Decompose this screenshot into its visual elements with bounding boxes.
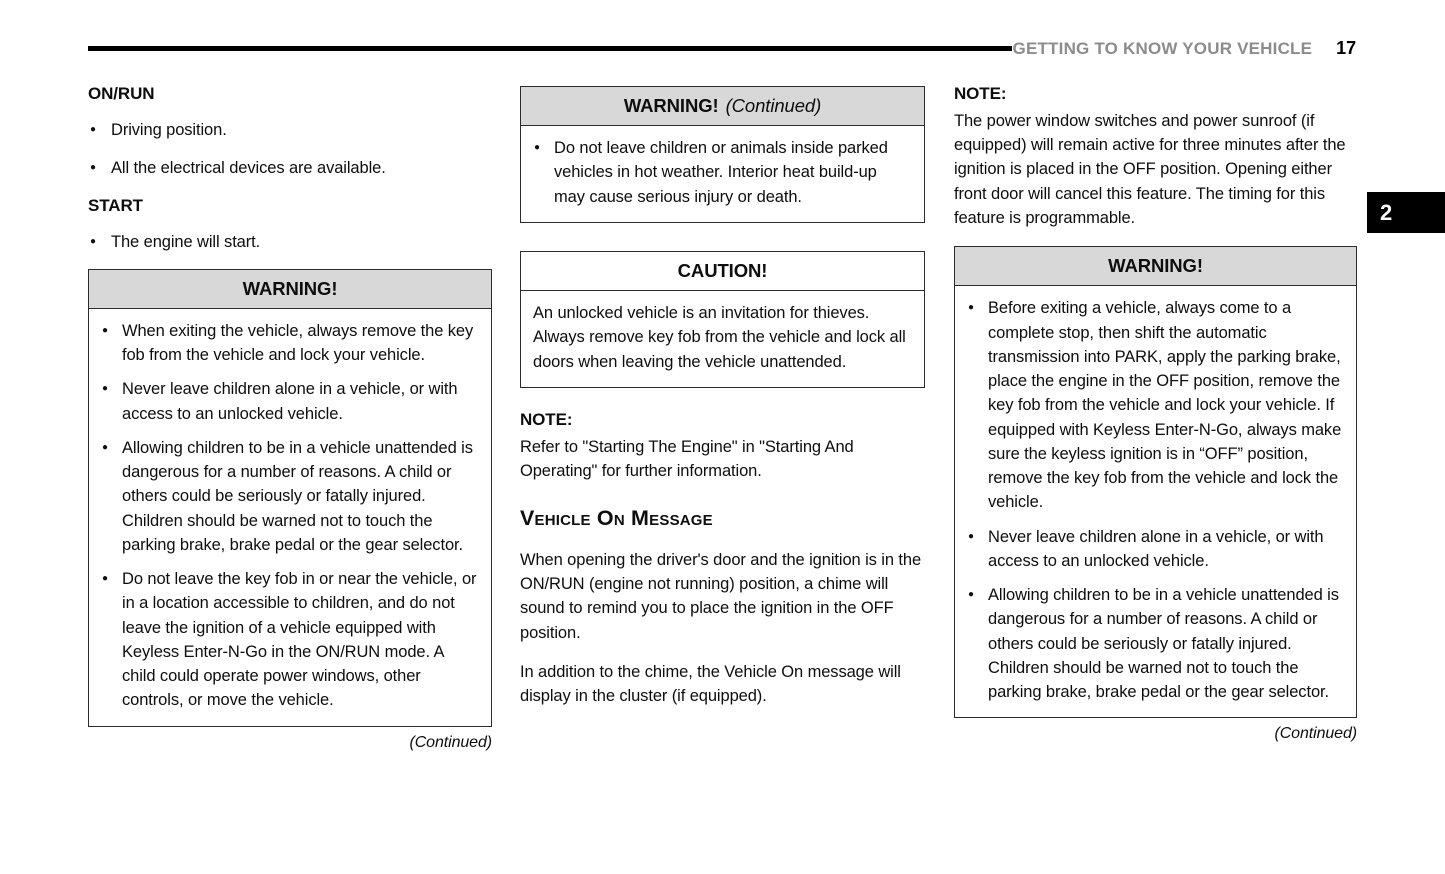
running-header: [1012, 38, 1356, 59]
warning-bullet: ● Before exiting a vehicle, always come to a complete stop, then shift the automatic transmission into PARK, apply the parking brake, place the engine in the OFF position, remove the key fob from the vehicle and lock your vehicle. If equipped with Keyless Enter-N-Go, always make sure the keyless ignition is in “OFF” position, remove the key fob from the vehicle and lock the vehicle.: [967, 296, 1344, 514]
chapter-tab: [1367, 192, 1445, 233]
warning-bullet-list: [101, 319, 479, 713]
caution-box-title: CAUTION!: [521, 252, 924, 291]
warning-box-left: [88, 269, 492, 727]
list-item: ● All the electrical devices are available.: [88, 156, 492, 180]
note-label: NOTE:: [954, 84, 1007, 103]
warning-title-text: WARNING!: [623, 95, 719, 116]
heading-start: START: [88, 196, 143, 216]
note-label: NOTE:: [520, 409, 573, 429]
continued-label: (Continued): [1274, 725, 1357, 743]
warning-bullet: ● Never leave children alone in a vehicle, or with access to an unlocked vehicle.: [101, 377, 479, 426]
note-text: The power window switches and power sunroof (if equipped) will remain active for three minutes after the ignition is placed in the OFF position. Opening either front door will cancel this feature. The timing for this feature is programmable.: [954, 111, 1346, 227]
heading-on-run: ON/RUN: [88, 84, 155, 103]
warning-box-title: WARNING!: [955, 247, 1356, 286]
warning-continued-body: [521, 126, 924, 222]
page-number: 17: [1336, 38, 1356, 58]
column-right: [954, 82, 1357, 746]
running-section-title: GETTING TO KNOW YOUR VEHICLE: [1012, 39, 1313, 58]
warning-box-title: WARNING!: [89, 270, 491, 309]
warning-bullet: ● Do not leave the key fob in or near the vehicle, or in a location accessible to children, and do not leave the ignition of a vehicle equipped with Keyless Enter-N-Go in the ON/RUN mode. A child could operate power windows, other controls, or move the vehicle.: [101, 567, 479, 713]
note-text: Refer to "Starting The Engine" in "Starting And Operating" for further information.: [520, 437, 854, 481]
warning-box-body: [955, 286, 1356, 717]
column-left: [88, 82, 492, 754]
on-run-list: [88, 118, 492, 181]
caution-box: [520, 251, 925, 388]
warning-bullet: ● When exiting the vehicle, always remove the key fob from the vehicle and lock your vehicle.: [101, 319, 479, 368]
warning-bullet: ● Allowing children to be in a vehicle unattended is dangerous for a number of reasons. A child or others could be seriously or fatally injured. Children should be warned not to touch the parking brake, brake pedal or the gear selector.: [101, 436, 479, 557]
warning-title-suffix: (Continued): [725, 95, 822, 116]
chapter-tab-number: 2: [1380, 199, 1393, 225]
warning-box-right: [954, 246, 1357, 718]
start-list: [88, 230, 492, 254]
caution-box-body: [521, 291, 924, 387]
warning-bullet-list: [967, 296, 1344, 704]
warning-bullet-list: [533, 136, 912, 209]
warning-continued-box: [520, 86, 925, 223]
warning-bullet: ● Do not leave children or animals inside parked vehicles in hot weather. Interior heat build-up may cause serious injury or death.: [533, 136, 912, 209]
warning-bullet: ● Allowing children to be in a vehicle unattended is dangerous for a number of reasons. A child or others could be seriously or fatally injured. Children should be warned not to touch the parking brake, brake pedal or the gear selector.: [967, 583, 1344, 704]
header-rule: [88, 46, 1012, 51]
warning-box-body: [89, 309, 491, 726]
continued-label: (Continued): [409, 733, 492, 751]
list-item: ● The engine will start.: [88, 230, 492, 254]
caution-text: An unlocked vehicle is an invitation for thieves. Always remove key fob from the vehicle and lock all doors when leaving the vehicle unattended.: [533, 304, 906, 371]
body-paragraph: When opening the driver's door and the ignition is in the ON/RUN (engine not running) position, a chime will sound to remind you to place the ignition in the OFF position.: [520, 550, 922, 642]
body-paragraph: In addition to the chime, the Vehicle On message will display in the cluster (if equipped).: [520, 662, 901, 706]
warning-bullet: ● Never leave children alone in a vehicle, or with access to an unlocked vehicle.: [967, 525, 1344, 574]
section-heading-vehicle-on-message: Vehicle On Message: [520, 506, 713, 531]
column-middle: [520, 86, 925, 723]
list-item: ● Driving position.: [88, 118, 492, 142]
warning-continued-title: [521, 87, 924, 126]
